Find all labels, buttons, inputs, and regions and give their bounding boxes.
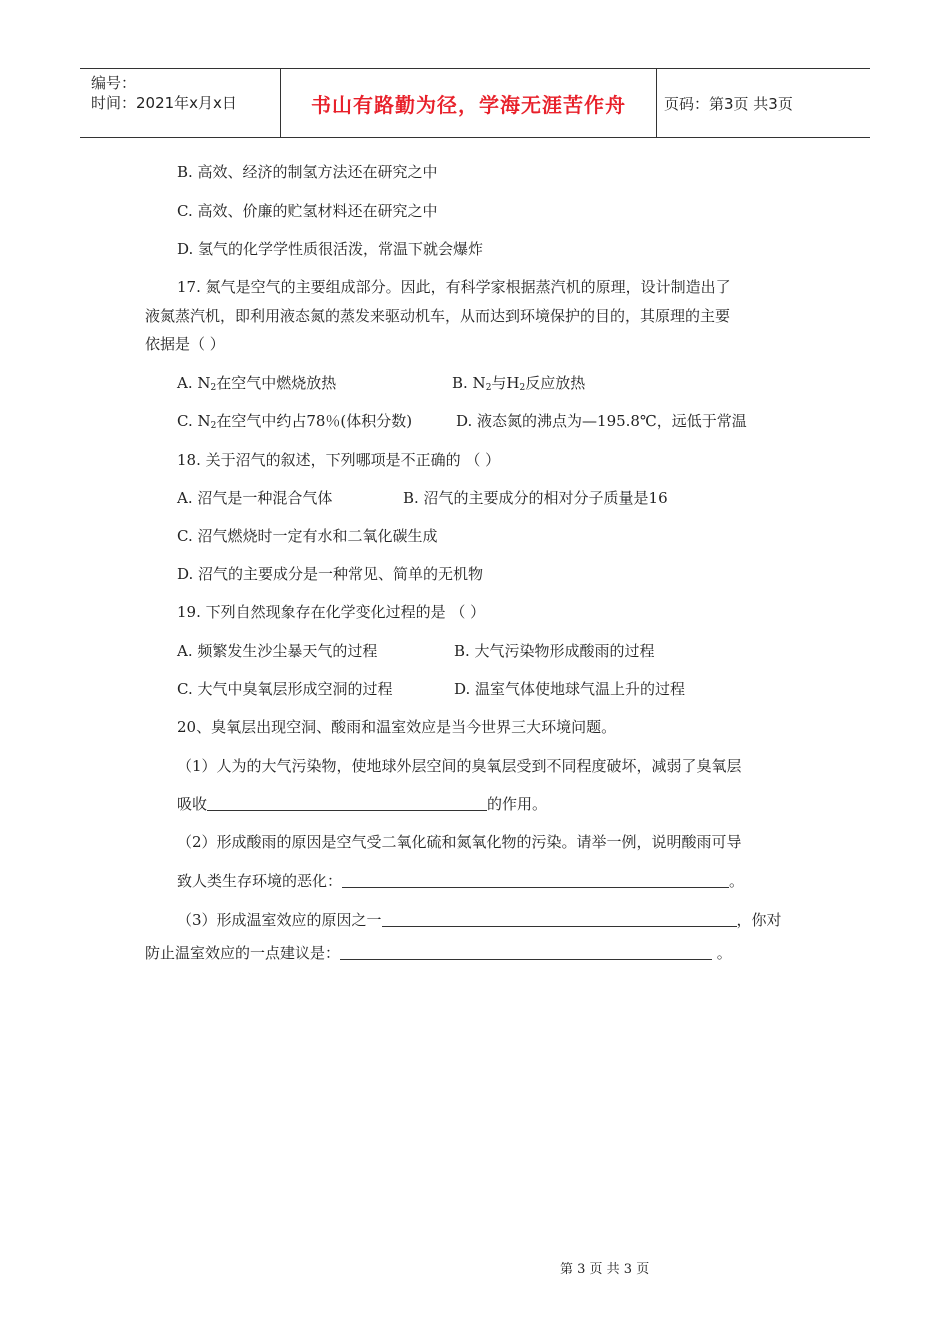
time-label: 时间：2021年x月x日 (91, 94, 237, 112)
q16-option-c: C. 高效、价廉的贮氢材料还在研究之中 (177, 202, 438, 220)
q20-part2-line2 (177, 871, 744, 891)
q17-option-b (452, 373, 585, 398)
q20-part1-post: 的作用。 (487, 795, 548, 813)
q17-option-c-pre: C. N (177, 412, 211, 430)
q20-part3-cause-blank[interactable] (382, 910, 737, 927)
q17-option-c-post: 在空气中约占78％(体积分数) (216, 412, 413, 430)
q17-stem-line1: 17. 氮气是空气的主要组成部分。因此，有科学家根据蒸汽机的原理，设计制造出了 (177, 278, 731, 296)
q19-option-d: D. 温室气体使地球气温上升的过程 (454, 680, 686, 698)
q20-part3-line1 (177, 910, 782, 930)
q20-part1-pre: 吸收 (177, 795, 208, 813)
q20-part1-line1: （1）人为的大气污染物，使地球外层空间的臭氧层受到不同程度破坏，减弱了臭氧层 (177, 757, 742, 775)
q20-part2-line1: （2）形成酸雨的原因是空气受二氧化硫和氮氧化物的污染。请举一例，说明酸雨可导 (177, 833, 742, 851)
q19-stem: 19. 下列自然现象存在化学变化过程的是 （ ） (177, 603, 486, 621)
header-page-info: 页码：第3页 共3页 (664, 94, 793, 113)
page-header (80, 68, 870, 138)
q17-stem-line3: 依据是（ ） (145, 335, 225, 353)
q20-part2-answer-blank[interactable] (342, 871, 729, 888)
q17-stem-line2: 液氮蒸汽机，即利用液态氮的蒸发来驱动机车，从而达到环境保护的目的，其原理的主要 (145, 307, 731, 325)
q16-option-d: D. 氢气的化学学性质很活泼，常温下就会爆炸 (177, 240, 484, 258)
q17-option-b-post: 反应放热 (525, 374, 586, 392)
q17-option-a (177, 373, 336, 398)
q18-option-b: B. 沼气的主要成分的相对分子质量是16 (403, 489, 668, 507)
q18-option-c: C. 沼气燃烧时一定有水和二氧化碳生成 (177, 527, 438, 545)
q20-part3-line2 (145, 943, 732, 963)
q18-stem: 18. 关于沼气的叙述，下列哪项是不正确的 （ ） (177, 451, 501, 469)
q17-option-a-pre: A. N (177, 374, 211, 392)
q20-part3-pre: （3）形成温室效应的原因之一 (177, 911, 382, 929)
q17-option-b-pre: B. N (452, 374, 486, 392)
q17-option-b-sub: 2 (485, 383, 492, 393)
q20-part2-post: 。 (729, 872, 745, 890)
q16-option-b: B. 高效、经济的制氢方法还在研究之中 (177, 163, 438, 181)
q20-part3-line2-pre: 防止温室效应的一点建议是： (145, 944, 341, 962)
motto-text: 书山有路勤为径，学海无涯苦作舟 (311, 92, 626, 117)
q20-part2-pre: 致人类生存环境的恶化： (177, 872, 343, 890)
q18-option-a: A. 沼气是一种混合气体 (177, 489, 333, 507)
q20-part1-line2 (177, 794, 547, 814)
q19-option-c: C. 大气中臭氧层形成空洞的过程 (177, 680, 393, 698)
q20-part3-post: ，你对 (736, 911, 782, 929)
page-footer: 第 3 页 共 3 页 (560, 1262, 650, 1277)
q20-part3-line2-post: 。 (712, 944, 732, 962)
q17-option-c (177, 411, 412, 436)
q20-stem: 20、臭氧层出现空洞、酸雨和温室效应是当今世界三大环境问题。 (177, 718, 617, 736)
q19-option-a: A. 频繁发生沙尘暴天气的过程 (177, 642, 378, 660)
number-label: 编号： (91, 74, 137, 92)
q20-part3-suggestion-blank[interactable] (340, 943, 712, 960)
q19-option-b: B. 大气污染物形成酸雨的过程 (454, 642, 655, 660)
q20-part1-answer-blank[interactable] (207, 794, 487, 811)
q17-option-b-mid: 与H (491, 374, 520, 392)
q17-option-b-sub2: 2 (519, 383, 526, 393)
q17-option-c-sub: 2 (210, 421, 217, 431)
q17-option-a-sub: 2 (210, 383, 217, 393)
header-meta (80, 69, 280, 137)
header-motto (280, 69, 657, 137)
q17-option-a-post: 在空气中燃烧放热 (216, 374, 337, 392)
q17-option-d: D. 液态氮的沸点为—195.8℃，远低于常温 (456, 412, 747, 430)
q18-option-d: D. 沼气的主要成分是一种常见、简单的无机物 (177, 565, 484, 583)
